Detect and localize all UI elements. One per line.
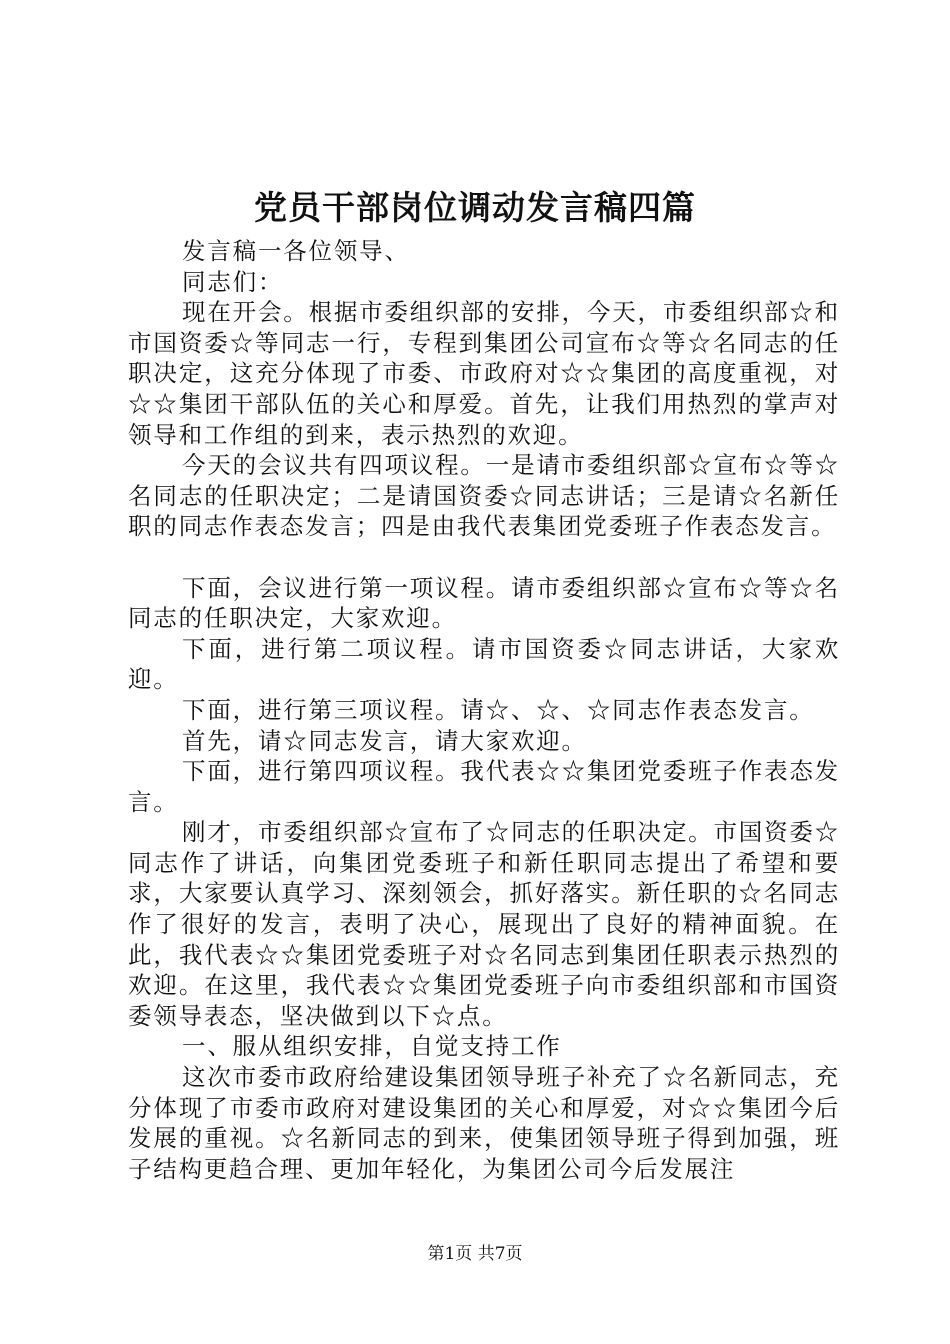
- paragraph: 同志们：: [182, 267, 284, 296]
- paragraph: 这次市委市政府给建设集团领导班子补充了☆名新同志，充分体现了市委市政府对建设集团的关心和厚爱，对☆☆集团今后发展的重视。☆名新同志的到来，使集团领导班子得到加强，班子结构更趋合理、更加年轻化，为集团公司今后发展注: [128, 1063, 840, 1183]
- paragraph: 下面，进行第四项议程。我代表☆☆集团党委班子作表态发言。: [128, 757, 840, 816]
- paragraph: 下面，进行第三项议程。请☆、☆、☆同志作表态发言。: [182, 695, 815, 724]
- section-heading: 一、服从组织安排，自觉支持工作: [182, 1032, 562, 1061]
- paragraph: 刚才，市委组织部☆宣布了☆同志的任职决定。市国资委☆同志作了讲话，向集团党委班子和新任职同志提出了希望和要求，大家要认真学习、深刻领会，抓好落实。新任职的☆名同志作了很好的发言，表明了决心，展现出了良好的精神面貌。在此，我代表☆☆集团党委班子对☆名同志到集团任职表示热烈的欢迎。在这里，我代表☆☆集团党委班子向市委组织部和市国资委领导表态，坚决做到以下☆点。: [128, 818, 840, 1030]
- document-body: [128, 236, 840, 1184]
- paragraph: 发言稿一各位领导、: [182, 237, 410, 265]
- document-title: 党员干部岗位调动发言稿四篇: [254, 188, 696, 227]
- paragraph: 下面，会议进行第一项议程。请市委组织部☆宣布☆等☆名同志的任职决定，大家欢迎。: [128, 573, 840, 633]
- paragraph: 首先，请☆同志发言，请大家欢迎。: [182, 726, 587, 755]
- paragraph: 现在开会。根据市委组织部的安排，今天，市委组织部☆和市国资委☆等同志一行，专程到集团公司宣布☆等☆名同志的任职决定，这充分体现了市委、市政府对☆☆集团的高度重视，对☆☆集团干部队伍的关心和厚爱。首先，让我们用热烈的掌声对领导和工作组的到来，表示热烈的欢迎。: [128, 298, 840, 449]
- page-number: 第1页 共7页: [427, 1244, 523, 1264]
- paragraph: 下面，进行第二项议程。请市国资委☆同志讲话，大家欢迎。: [128, 634, 840, 694]
- paragraph: 今天的会议共有四项议程。一是请市委组织部☆宣布☆等☆名同志的任职决定；二是请国资委☆同志讲话；三是请☆名新任职的同志作表态发言；四是由我代表集团党委班子作表态发言。: [128, 451, 840, 541]
